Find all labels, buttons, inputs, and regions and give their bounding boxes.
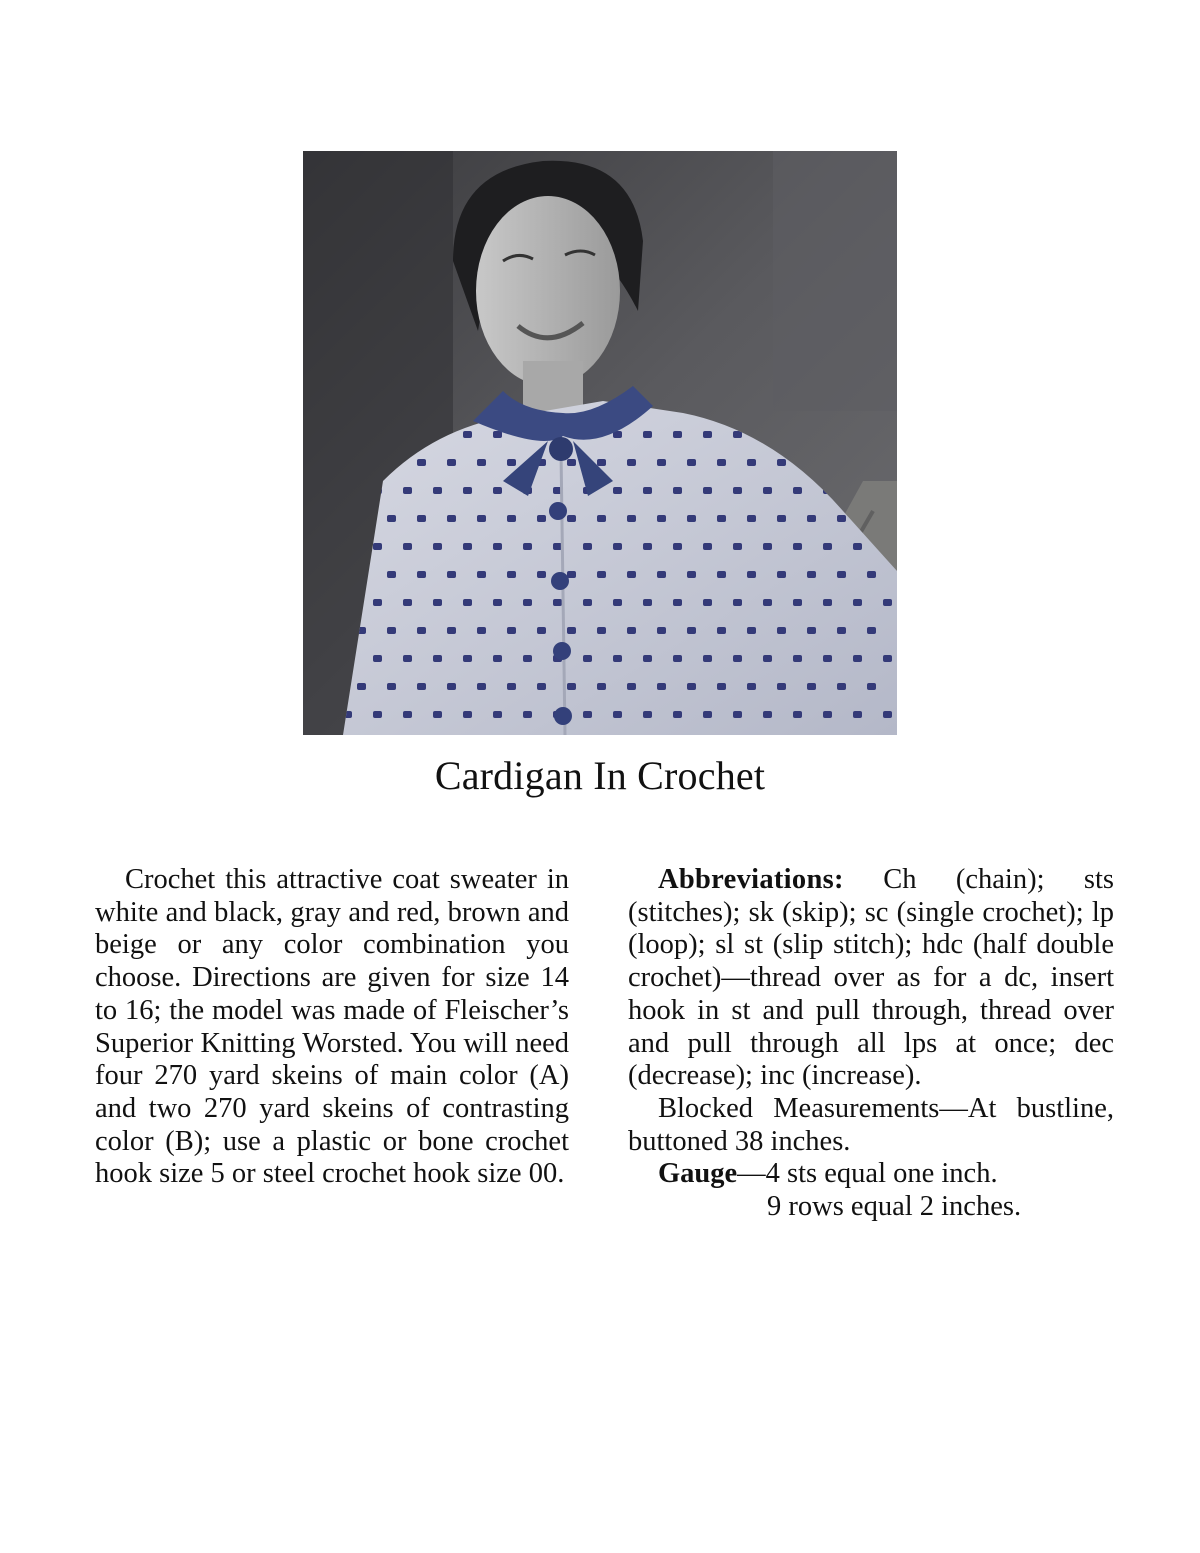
sweater-dot <box>703 487 712 494</box>
sweater-dot <box>433 655 442 662</box>
sweater-dot <box>597 627 606 634</box>
abbreviations-text: Ch (chain); sts (stitches); sk (skip); sc (single crochet); lp (loop); sl st (slip stitch); hdc (half double crochet)—thread over as for a dc, insert hook in st and pull through, thread over and pull through all lps at once; dec (decrease); inc (increase). <box>628 864 1115 1092</box>
sweater-dot <box>763 655 772 662</box>
gauge-label: Gauge <box>658 1158 738 1190</box>
sweater-dot <box>657 515 666 522</box>
sweater-dot <box>403 711 412 718</box>
sweater-dot <box>793 487 802 494</box>
sweater-dot <box>597 571 606 578</box>
sweater-dot <box>807 515 816 522</box>
sweater-dot <box>523 655 532 662</box>
sweater-dot <box>387 683 396 690</box>
sweater-dot <box>567 571 576 578</box>
sweater-dot <box>673 655 682 662</box>
sweater-dot <box>793 711 802 718</box>
sweater-dot <box>823 655 832 662</box>
sweater-dot <box>447 627 456 634</box>
sweater-dot <box>627 459 636 466</box>
sweater-dot <box>387 571 396 578</box>
measurements-paragraph: Blocked Measurements—At bustline, buttoned 38 inches. <box>628 1092 1114 1157</box>
sweater-dot <box>417 683 426 690</box>
face <box>476 196 620 386</box>
sweater-dot <box>733 599 742 606</box>
sweater-dot <box>643 543 652 550</box>
sweater-dot <box>433 543 442 550</box>
sweater-dot <box>613 599 622 606</box>
sweater-dot <box>763 599 772 606</box>
sweater-dot <box>417 571 426 578</box>
sweater-dot <box>687 571 696 578</box>
sweater-dot <box>627 627 636 634</box>
sweater-dot <box>853 543 862 550</box>
sweater-dot <box>447 515 456 522</box>
sweater-dot <box>463 431 472 438</box>
sweater-dot <box>867 571 876 578</box>
sweater-dot <box>657 683 666 690</box>
sweater-dot <box>523 599 532 606</box>
sweater-dot <box>507 571 516 578</box>
sweater-dot <box>657 459 666 466</box>
sweater-dot <box>733 711 742 718</box>
sweater-dot <box>807 683 816 690</box>
sweater-dot <box>477 683 486 690</box>
sweater-dot <box>387 515 396 522</box>
sweater-dot <box>403 487 412 494</box>
sweater-dot <box>493 543 502 550</box>
sweater-dot <box>733 655 742 662</box>
sweater-dot <box>837 571 846 578</box>
page-title: Cardigan In Crochet <box>434 753 766 798</box>
photo-illustration <box>303 151 897 735</box>
sweater-dot <box>627 571 636 578</box>
sweater-dot <box>463 655 472 662</box>
sweater-dot <box>747 571 756 578</box>
sweater-dot <box>507 627 516 634</box>
sweater-dot <box>837 515 846 522</box>
sweater-dot <box>537 627 546 634</box>
sweater-dot <box>747 459 756 466</box>
sweater-dot <box>733 431 742 438</box>
details-column <box>628 864 1114 1224</box>
sweater-dot <box>463 543 472 550</box>
sweater-dot <box>763 543 772 550</box>
sweater-dot <box>613 487 622 494</box>
sweater-dot <box>463 599 472 606</box>
sweater-dot <box>643 655 652 662</box>
sweater-dot <box>507 515 516 522</box>
sweater-dot <box>777 515 786 522</box>
sweater-dot <box>763 711 772 718</box>
sweater-dot <box>403 655 412 662</box>
sweater-dot <box>567 459 576 466</box>
sweater-dot <box>523 543 532 550</box>
sweater-dot <box>463 487 472 494</box>
sweater-dot <box>493 655 502 662</box>
sweater-dot <box>837 627 846 634</box>
sweater-dot <box>853 599 862 606</box>
sweater-dot <box>823 543 832 550</box>
sweater-dot <box>613 655 622 662</box>
intro-column <box>95 864 569 1191</box>
abbreviations-label: Abbreviations: <box>658 864 844 895</box>
sweater-dot <box>417 459 426 466</box>
sweater-dot <box>357 683 366 690</box>
sweater-dot <box>883 655 892 662</box>
sweater-dot <box>627 683 636 690</box>
sweater-dot <box>883 599 892 606</box>
sweater-dot <box>657 571 666 578</box>
sweater-dot <box>507 683 516 690</box>
sweater-dot <box>493 487 502 494</box>
sweater-dot <box>643 431 652 438</box>
sweater-dot <box>477 627 486 634</box>
sweater-dot <box>853 655 862 662</box>
sweater-dot <box>777 459 786 466</box>
sweater-dot <box>597 683 606 690</box>
sweater-dot <box>733 487 742 494</box>
sweater-dot <box>867 627 876 634</box>
sweater-dot <box>627 515 636 522</box>
sweater-dot <box>613 543 622 550</box>
sweater-dot <box>373 599 382 606</box>
sweater-dot <box>553 543 562 550</box>
sweater-dot <box>807 571 816 578</box>
sweater-dot <box>763 487 772 494</box>
sweater-dot <box>583 543 592 550</box>
sweater-dot <box>447 571 456 578</box>
sweater-dot <box>717 683 726 690</box>
sweater-dot <box>703 711 712 718</box>
sweater-dot <box>447 459 456 466</box>
sweater-dot <box>703 543 712 550</box>
sweater-dot <box>523 711 532 718</box>
sweater-dot <box>373 711 382 718</box>
sweater-dot <box>613 711 622 718</box>
sweater-dot <box>717 459 726 466</box>
sweater-dot <box>373 543 382 550</box>
sweater-dot <box>777 571 786 578</box>
sweater-dot <box>493 431 502 438</box>
sweater-dot <box>477 571 486 578</box>
sweater-dot <box>793 655 802 662</box>
sweater-dot <box>507 459 516 466</box>
sweater-dot <box>823 711 832 718</box>
sweater-dot <box>777 627 786 634</box>
sweater-dot <box>703 431 712 438</box>
sweater-dot <box>463 711 472 718</box>
sweater-dot <box>883 711 892 718</box>
sweater-dot <box>567 627 576 634</box>
sweater-dot <box>493 599 502 606</box>
sweater-dot <box>597 515 606 522</box>
sweater-dot <box>673 487 682 494</box>
sweater-dot <box>793 599 802 606</box>
sweater-dot <box>673 711 682 718</box>
sweater-dot <box>417 627 426 634</box>
sweater-dot <box>643 599 652 606</box>
sweater-dot <box>717 571 726 578</box>
sweater-dot <box>687 683 696 690</box>
sweater-dot <box>747 515 756 522</box>
sweater-dot <box>793 543 802 550</box>
sweater-dot <box>703 655 712 662</box>
sweater-dot <box>537 515 546 522</box>
sweater-dot <box>867 683 876 690</box>
sweater-dot <box>747 627 756 634</box>
sweater-dot <box>583 599 592 606</box>
sweater-dot <box>747 683 756 690</box>
sweater-dot <box>477 459 486 466</box>
sweater-dot <box>583 711 592 718</box>
sweater-dot <box>493 711 502 718</box>
sweater-dot <box>837 683 846 690</box>
sweater-dot <box>447 683 456 690</box>
sweater-dot <box>433 599 442 606</box>
sweater-dot <box>597 459 606 466</box>
sweater-dot <box>567 683 576 690</box>
sweater-dot <box>687 515 696 522</box>
sweater-dot <box>717 627 726 634</box>
sweater-dot <box>537 571 546 578</box>
sweater-dot <box>643 487 652 494</box>
sweater-dot <box>387 627 396 634</box>
intro-paragraph: Crochet this attractive coat sweater in white and black, gray and red, brown and beige or any color combination you choose. Directions are given for size 14 to 16; the model was made of Fleischer’s Superior Knitting Worsted. You will need four 270 yard skeins of main color (A) and two 270 yard skeins of contrasting color (B); use a plastic or bone crochet hook size 5 or steel crochet hook size 00. <box>95 864 569 1190</box>
sweater-dot <box>567 515 576 522</box>
sweater-dot <box>643 711 652 718</box>
sweater-dot <box>373 655 382 662</box>
sweater-dot <box>687 459 696 466</box>
sweater-dot <box>553 599 562 606</box>
gauge-text: —4 sts equal one inch. <box>737 1158 998 1190</box>
abbreviations-paragraph <box>628 864 1114 1093</box>
sweater-dot <box>777 683 786 690</box>
sweater-dot <box>477 515 486 522</box>
sweater-dot <box>673 599 682 606</box>
sweater-dot <box>673 543 682 550</box>
sweater-dot <box>417 515 426 522</box>
sweater-dot <box>687 627 696 634</box>
cardigan-photo <box>303 151 897 735</box>
sweater-dot <box>537 683 546 690</box>
sweater-dot <box>673 431 682 438</box>
sweater-dot <box>403 599 412 606</box>
sweater-dot <box>807 627 816 634</box>
sweater-dot <box>703 599 712 606</box>
gauge-rows: 9 rows equal 2 inches. <box>767 1191 1022 1223</box>
sweater-dot <box>433 487 442 494</box>
sweater-dot <box>403 543 412 550</box>
sweater-dot <box>583 655 592 662</box>
sweater-dot <box>717 515 726 522</box>
sweater-dot <box>733 543 742 550</box>
sweater-dot <box>853 711 862 718</box>
sweater-dot <box>433 711 442 718</box>
sweater-dot <box>657 627 666 634</box>
gauge-paragraph <box>628 1158 1114 1191</box>
sweater-dot <box>823 599 832 606</box>
